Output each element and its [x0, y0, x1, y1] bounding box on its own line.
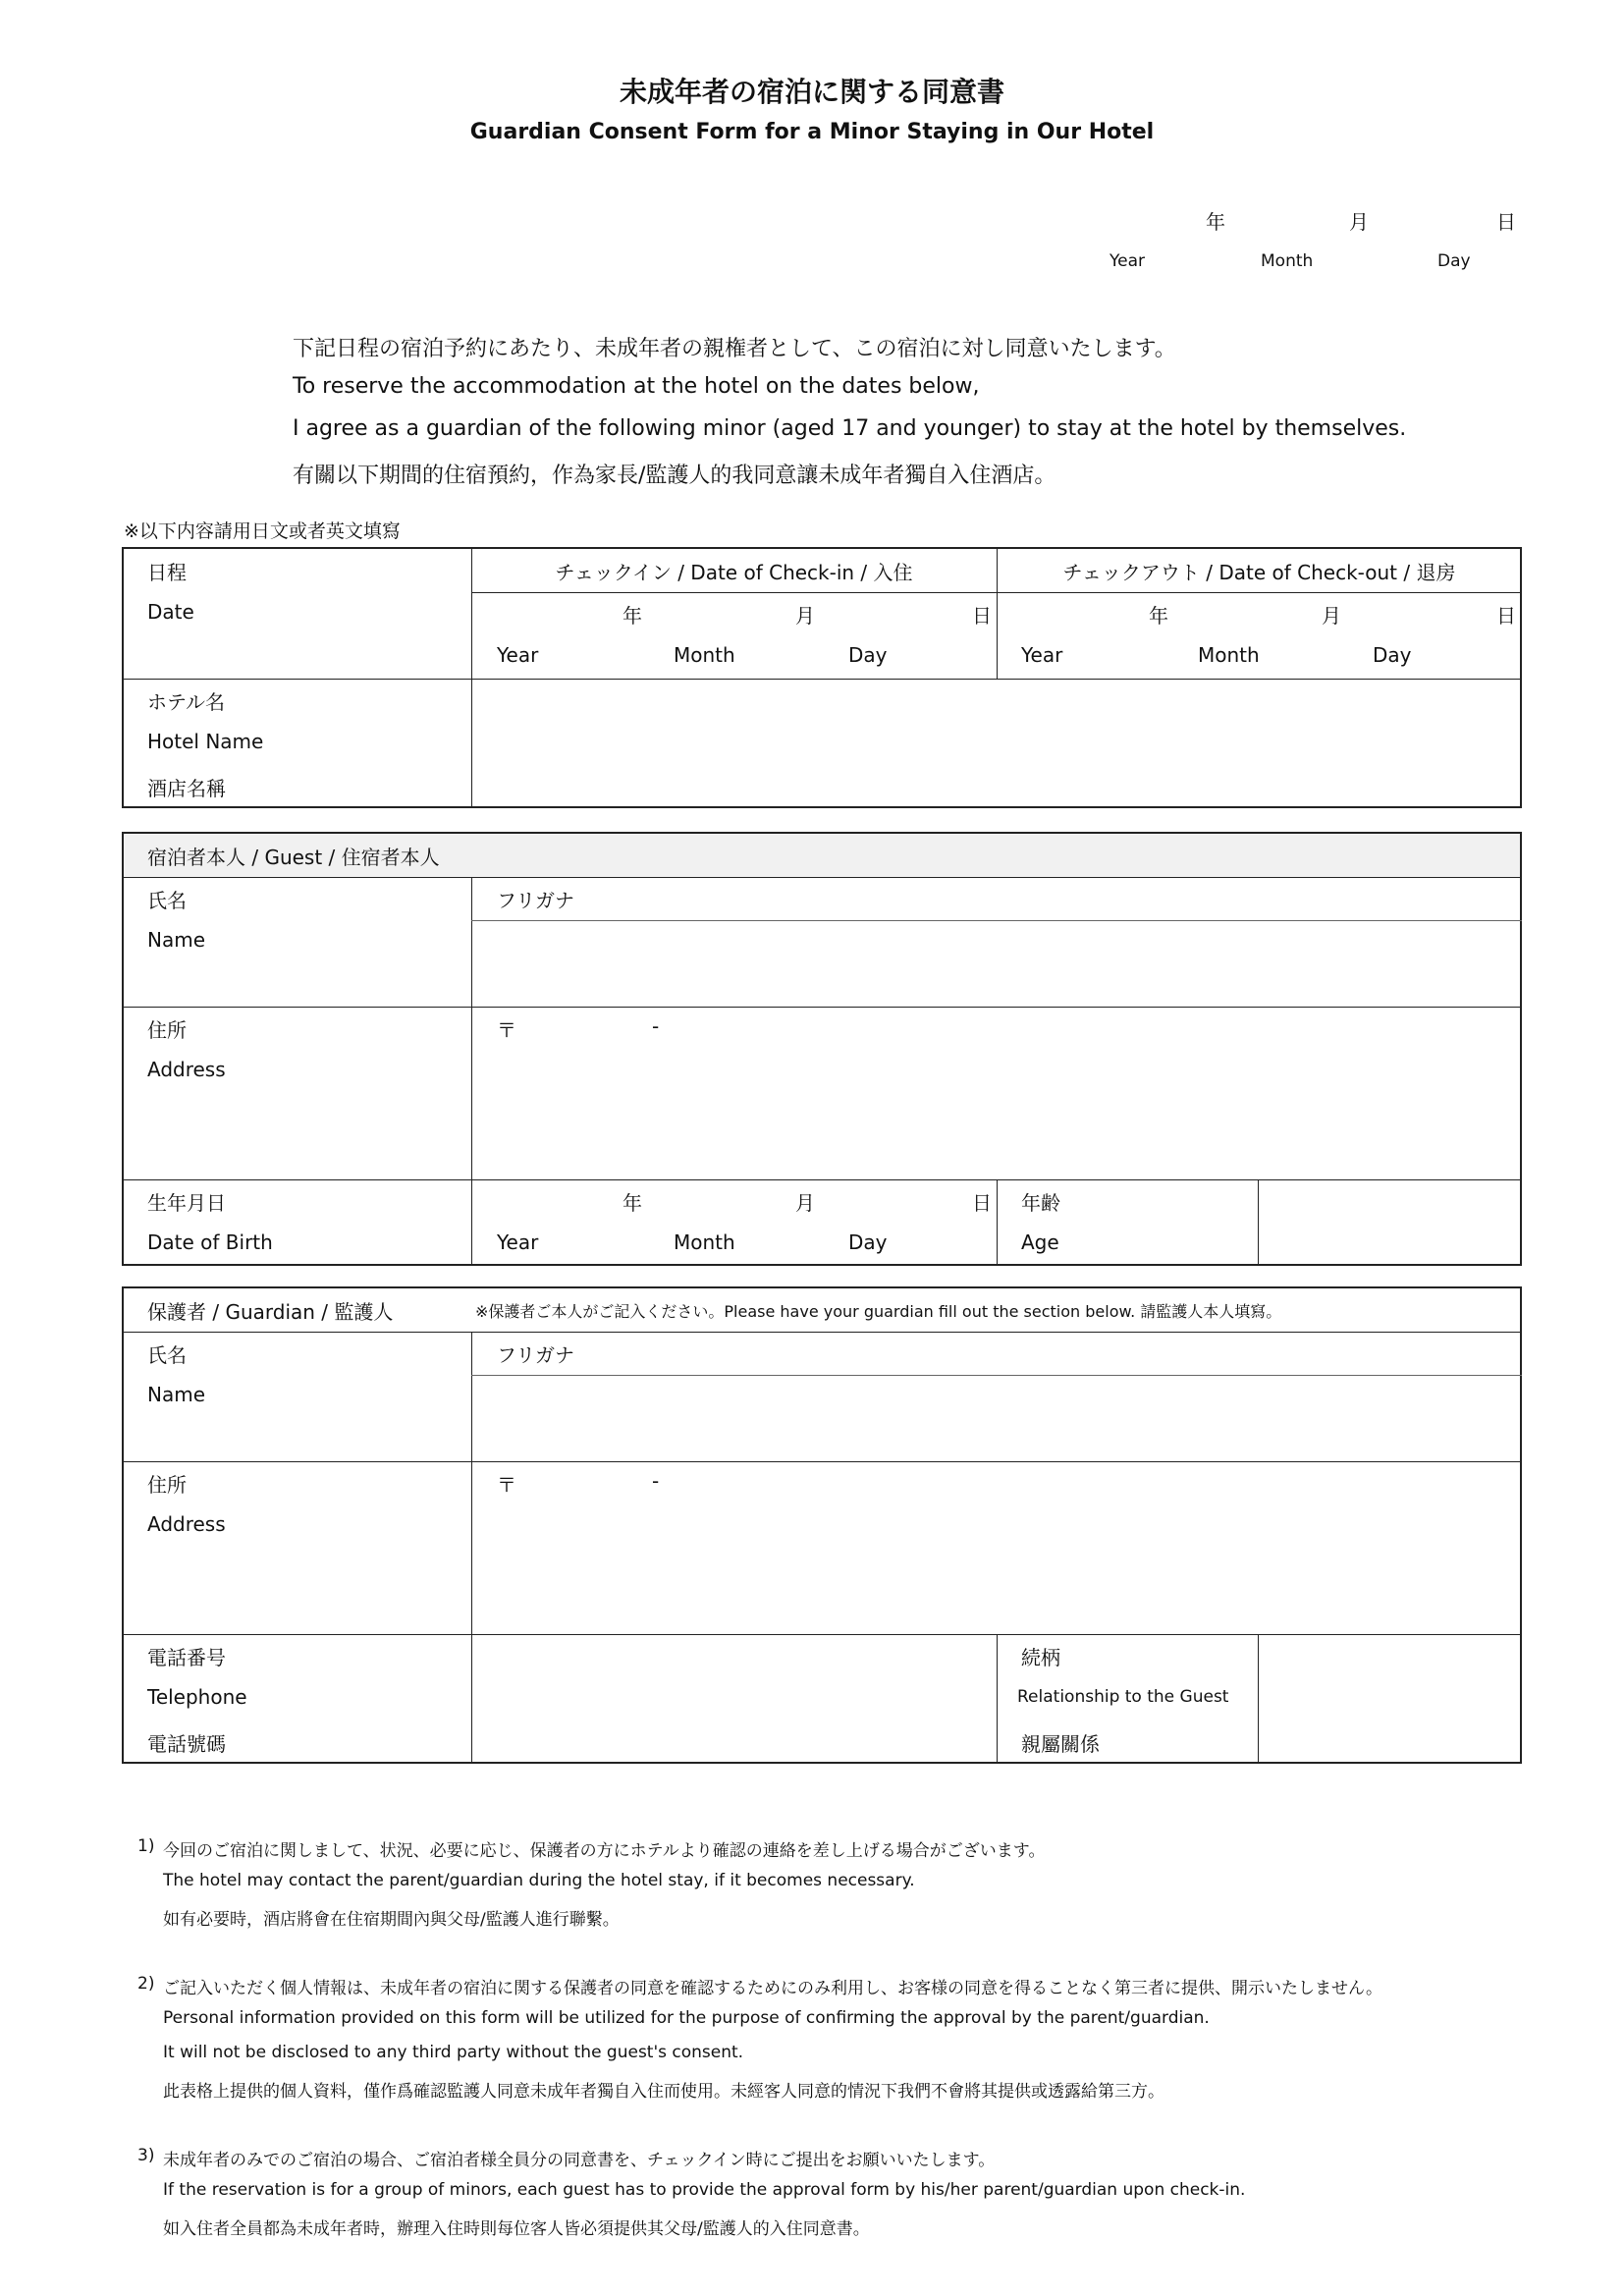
footnote-3-zh: 如入住者全員都為未成年者時，辦理入住時則每位客人皆必須提供其父母/監護人的入住同意書。: [163, 2219, 870, 2239]
guest-name-field[interactable]: [473, 922, 1520, 1005]
checkin-year-ja: 年: [623, 604, 642, 628]
checkin-day-en: Day: [848, 643, 888, 667]
guest-dob-month-en: Month: [674, 1230, 735, 1254]
guest-age-field[interactable]: [1260, 1181, 1520, 1264]
footnote-1-number: 1): [137, 1836, 155, 1856]
checkout-year-ja: 年: [1149, 604, 1168, 628]
guest-dob-day-en: Day: [848, 1230, 888, 1254]
footnote-3-en: If the reservation is for a group of minors, each guest has to provide the approval form by his/her parent/guardian upon check-in.: [163, 2180, 1246, 2200]
footnote-2-ja: ご記入いただく個人情報は、未成年者の宿泊に関する保護者の同意を確認するためにのみ利用し、お客様の同意を得ることなく第三者に提供、開示いたしません。: [163, 1979, 1383, 1998]
guest-age-label-en: Age: [1021, 1230, 1059, 1254]
fill-language-note: ※以下内容請用日文或者英文填寫: [124, 520, 401, 542]
checkout-day-ja: 日: [1496, 604, 1516, 628]
footnote-3-ja: 未成年者のみでのご宿泊の場合、ご宿泊者様全員分の同意書を、チェックイン時にご提出をお願いいたします。: [163, 2151, 996, 2170]
checkin-month-en: Month: [674, 643, 735, 667]
guest-dob-year-ja: 年: [623, 1191, 642, 1215]
relationship-label-zh: 親屬關係: [1021, 1732, 1100, 1756]
guardian-furigana-label: フリガナ: [497, 1343, 574, 1367]
footnote-1-zh: 如有必要時，酒店將會在住宿期間內與父母/監護人進行聯繫。: [163, 1910, 620, 1930]
stay-section: [122, 547, 1522, 808]
guest-dob-year-en: Year: [497, 1230, 539, 1254]
guest-section-header: 宿泊者本人 / Guest / 住宿者本人: [147, 846, 440, 869]
form-title-ja: 未成年者の宿泊に関する同意書: [619, 76, 1004, 108]
guardian-section-note: ※保護者ご本人がご記入ください。Please have your guardian fill out the section below. 請監護人本人填寫。: [475, 1302, 1282, 1321]
intro-ja: 下記日程の宿泊予約にあたり、未成年者の親権者として、この宿泊に対し同意いたします。: [293, 337, 1176, 361]
checkout-day-en: Day: [1373, 643, 1412, 667]
intro-en-1: To reserve the accommodation at the hotel on the dates below,: [293, 374, 980, 399]
footnote-3-number: 3): [137, 2146, 155, 2165]
guardian-tel-label-zh: 電話號碼: [147, 1732, 226, 1756]
guardian-tel-label-ja: 電話番号: [147, 1646, 226, 1669]
checkin-year-en: Year: [497, 643, 539, 667]
header-day-ja: 日: [1496, 210, 1516, 234]
footnote-2-number: 2): [137, 1974, 155, 1994]
checkin-day-ja: 日: [972, 604, 992, 628]
guest-dob-day-ja: 日: [972, 1191, 992, 1215]
guardian-name-label-ja: 氏名: [147, 1343, 187, 1367]
relationship-field[interactable]: [1260, 1636, 1520, 1764]
guest-name-label-ja: 氏名: [147, 889, 187, 912]
header-month-en: Month: [1261, 251, 1314, 271]
guest-section: [122, 832, 1522, 1266]
guest-dob-label-ja: 生年月日: [147, 1191, 226, 1215]
footnote-2-en-2: It will not be disclosed to any third party without the guest's consent.: [163, 2043, 744, 2062]
guest-dob-label-en: Date of Birth: [147, 1230, 273, 1254]
checkin-month-ja: 月: [795, 604, 815, 628]
guardian-address-label-en: Address: [147, 1512, 226, 1536]
guardian-tel-label-en: Telephone: [147, 1685, 247, 1709]
guardian-name-label-en: Name: [147, 1383, 206, 1406]
checkout-header: チェックアウト / Date of Check-out / 退房: [1062, 561, 1456, 584]
footnote-2-zh: 此表格上提供的個人資料，僅作爲確認監護人同意未成年者獨自入住而使用。未經客人同意的情況下我們不會將其提供或透露給第三方。: [163, 2082, 1164, 2102]
guest-address-field[interactable]: [473, 1009, 1520, 1177]
footnote-1-ja: 今回のご宿泊に関しまして、状況、必要に応じ、保護者の方にホテルより確認の連絡を差し上げる場合がございます。: [163, 1841, 1046, 1861]
guest-furigana-label: フリガナ: [497, 889, 574, 912]
footnote-1-en: The hotel may contact the parent/guardian during the hotel stay, if it becomes necessary.: [163, 1871, 915, 1890]
guardian-name-field[interactable]: [473, 1377, 1520, 1459]
form-title-en: Guardian Consent Form for a Minor Staying in Our Hotel: [469, 120, 1155, 144]
footnote-2-en-1: Personal information provided on this form will be utilized for the purpose of confirming the approval by the parent/guardian.: [163, 2008, 1210, 2028]
guest-address-label-en: Address: [147, 1058, 226, 1081]
relationship-label-ja: 続柄: [1021, 1646, 1060, 1669]
guardian-section: [122, 1286, 1522, 1764]
header-day-en: Day: [1437, 251, 1471, 271]
relationship-label-en: Relationship to the Guest: [1017, 1687, 1229, 1707]
checkout-year-en: Year: [1021, 643, 1063, 667]
guest-address-label-ja: 住所: [147, 1018, 187, 1042]
guest-age-label-ja: 年齢: [1021, 1191, 1060, 1215]
checkout-month-ja: 月: [1322, 604, 1341, 628]
header-year-ja: 年: [1206, 210, 1225, 234]
guest-postal-dash: -: [652, 1014, 660, 1038]
guardian-section-header: 保護者 / Guardian / 監護人: [147, 1300, 394, 1324]
hotel-name-label-zh: 酒店名稱: [147, 777, 226, 800]
hotel-name-label-en: Hotel Name: [147, 730, 264, 753]
header-month-ja: 月: [1349, 210, 1369, 234]
date-label-ja: 日程: [147, 561, 187, 584]
guest-postal-mark: 〒: [497, 1018, 516, 1042]
guardian-postal-dash: -: [652, 1469, 660, 1493]
hotel-name-label-ja: ホテル名: [147, 690, 225, 714]
checkin-header: チェックイン / Date of Check-in / 入住: [555, 561, 913, 584]
guest-dob-month-ja: 月: [795, 1191, 815, 1215]
guest-name-label-en: Name: [147, 928, 206, 952]
guardian-address-label-ja: 住所: [147, 1473, 187, 1497]
date-label-en: Date: [147, 600, 194, 624]
guardian-postal-mark: 〒: [497, 1473, 516, 1497]
guardian-address-field[interactable]: [473, 1463, 1520, 1632]
intro-zh: 有關以下期間的住宿預約，作為家長/監護人的我同意讓未成年者獨自入住酒店。: [293, 464, 1056, 488]
hotel-name-field[interactable]: [473, 681, 1520, 808]
checkout-month-en: Month: [1198, 643, 1260, 667]
guardian-telephone-field[interactable]: [473, 1636, 995, 1764]
intro-en-2: I agree as a guardian of the following minor (aged 17 and younger) to stay at the hotel by themselves.: [293, 416, 1407, 441]
header-year-en: Year: [1110, 251, 1145, 271]
